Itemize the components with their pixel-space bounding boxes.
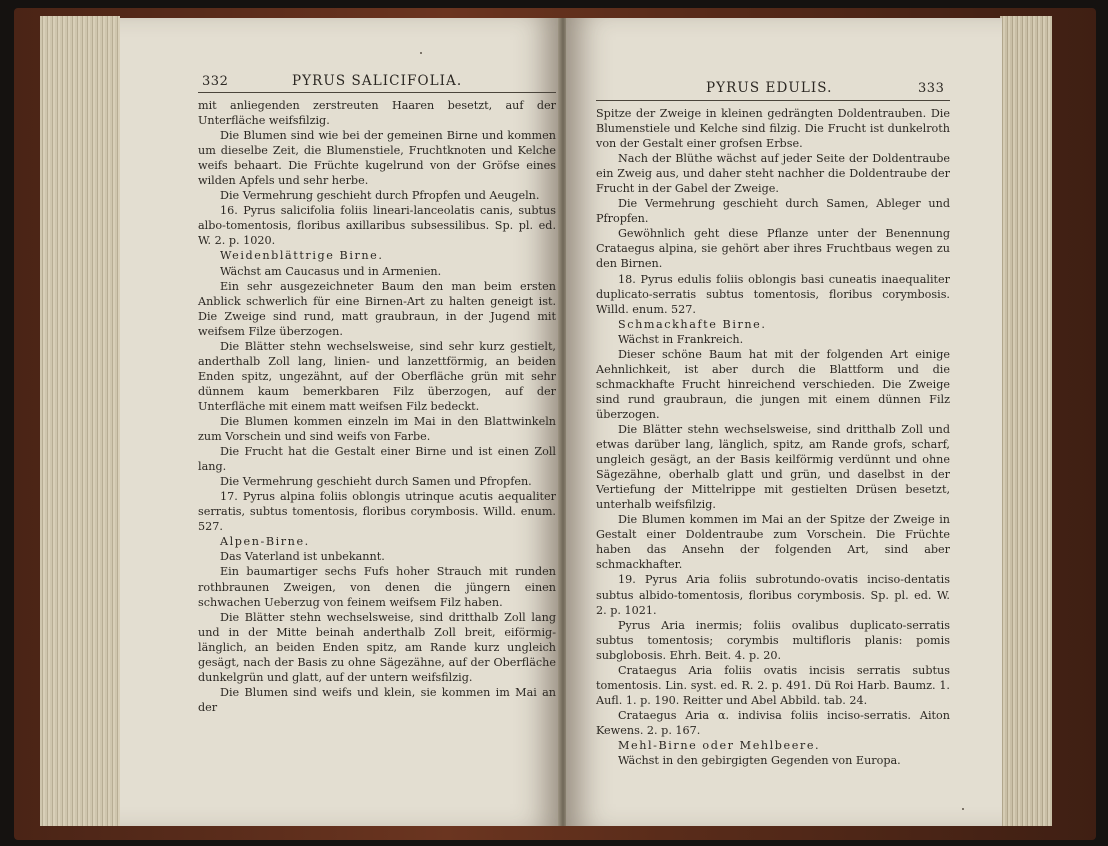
paragraph: Die Blumen sind weifs und klein, sie kommen im Mai an der xyxy=(198,685,556,714)
species-entry: 18. Pyrus edulis foliis oblongis basi cuneatis inaequaliter duplicato-serratis subtus tomentosis, floribus corymbosis. Willd. enum. 527. xyxy=(596,272,950,316)
paper-speck xyxy=(962,808,964,810)
synonym-entry: Crataegus Aria foliis ovatis incisis serratis subtus tomentosis. Lin. syst. ed. R. 2. p. 491. Dü Roi Harb. Baumz. 1. Aufl. 1. p. 190. Reitter und Abel Abbild. tab. 24. xyxy=(596,663,950,707)
common-name: Mehl-Birne oder Mehlbeere. xyxy=(618,738,821,752)
paper-speck xyxy=(420,52,422,54)
paragraph: Die Blumen kommen einzeln im Mai in den Blattwinkeln zum Vorschein und sind weifs von Farbe. xyxy=(198,414,556,444)
paragraph: Gewöhnlich geht diese Pflanze unter der Benennung Crataegus alpina, sie gehört aber ihres Fruchtbaus wegen zu den Birnen. xyxy=(596,227,950,271)
species-entry: 19. Pyrus Aria foliis subrotundo-ovatis inciso-dentatis subtus albido-tomentosis, floribus corymbosis. Sp. pl. ed. W. 2. p. 1021. xyxy=(596,573,950,617)
paragraph: Dieser schöne Baum hat mit der folgenden Art einige Aehnlichkeit, ist aber durch die Blattform und die schmackhafte Frucht hinreichend verschieden. Die Zweige sind rund graubraun, die jungen mit einem dünnen Filz überzogen. xyxy=(596,347,950,421)
paragraph: mit anliegenden zerstreuten Haaren besetzt, auf der Unterfläche weifsfilzig. xyxy=(198,99,556,128)
left-page xyxy=(120,18,560,826)
paragraph: Die Blätter stehn wechselsweise, sind sehr kurz gestielt, anderthalb Zoll lang, linien- und lanzettförmig, an beiden Enden spitz, ungezähnt, auf der Oberfläche grün mit sehr dünnem kaum bemerkbaren Filz überzogen, auf der Unterfläche mit einem matt weifsen Filz bedeckt. xyxy=(198,339,556,413)
right-page xyxy=(566,18,1002,826)
paragraph: Die Blätter stehn wechselsweise, sind dritthalb Zoll und etwas darüber lang, länglich, spitz, am Rande grofs, scharf, ungleich gesägt, an der Basis keilförmig verdünnt und ohne Sägezähne, oberhalb glatt und grün, und daselbst in der Vertiefung der Mittelrippe mit gestielten Drüsen besetzt, unterhalb weifsfilzig. xyxy=(596,422,950,512)
common-name: Alpen-Birne. xyxy=(220,535,310,549)
paragraph: Ein baumartiger sechs Fufs hoher Strauch mit runden rothbraunen Zweigen, von denen die jüngern einen schwachen Ueberzug von feinem weifsem Filz haben. xyxy=(198,565,556,609)
paragraph: Die Vermehrung geschieht durch Samen, Ableger und Pfropfen. xyxy=(596,197,950,226)
synonym-entry: Crataegus Aria α. indivisa foliis inciso-serratis. Aiton Kewens. 2. p. 167. xyxy=(596,708,950,737)
paragraph: Wächst in Frankreich. xyxy=(618,332,744,346)
left-page-edges xyxy=(40,16,120,826)
paragraph: Die Frucht hat die Gestalt einer Birne und ist einen Zoll lang. xyxy=(198,445,556,474)
paragraph: Das Vaterland ist unbekannt. xyxy=(220,550,385,564)
right-page-number: 333 xyxy=(918,81,945,96)
right-text-column xyxy=(596,106,950,768)
paragraph: Wächst am Caucasus und in Armenien. xyxy=(220,264,442,278)
species-entry: 16. Pyrus salicifolia foliis lineari-lanceolatis canis, subtus albo-tomentosis, floribus axillaribus subsessilibus. Sp. pl. ed. W. 2. p. 1020. xyxy=(198,204,556,248)
species-entry: 17. Pyrus alpina foliis oblongis utrinque acutis aequaliter serratis, subtus tomentosis, floribus corymbosis. Willd. enum. 527. xyxy=(198,490,556,534)
paragraph: Die Vermehrung geschieht durch Samen und Pfropfen. xyxy=(220,475,532,489)
paragraph: Wächst in den gebirgigten Gegenden von Europa. xyxy=(618,754,901,768)
right-head-rule xyxy=(596,100,950,101)
left-page-number: 332 xyxy=(202,74,229,89)
paragraph: Ein sehr ausgezeichneter Baum den man beim ersten Anblick schwerlich für eine Birnen-Art zu halten geneigt ist. Die Zweige sind rund, matt graubraun, in der Jugend mit weifsem Filze überzogen. xyxy=(198,279,556,338)
paragraph: Die Blätter stehn wechselsweise, sind dritthalb Zoll lang und in der Mitte beinah anderthalb Zoll breit, eiförmig-länglich, an beiden Enden spitz, am Rande kurz ungleich gesägt, nach der Basis zu ohne Sägezähne, auf der Oberfläche dunkelgrün und glatt, auf der untern weifsfilzig. xyxy=(198,610,556,684)
common-name: Schmackhafte Birne. xyxy=(618,317,767,331)
left-head-rule xyxy=(198,92,556,93)
paragraph: Nach der Blüthe wächst auf jeder Seite der Doldentraube ein Zweig aus, und daher steht nachher die Doldentraube der Frucht in der Gabel der Zweige. xyxy=(596,152,950,196)
paragraph: Die Vermehrung geschieht durch Pfropfen und Aeugeln. xyxy=(220,189,540,203)
right-page-edges xyxy=(1000,16,1052,826)
common-name: Weidenblättrige Birne. xyxy=(220,249,384,263)
left-text-column xyxy=(198,98,556,715)
paragraph: Die Blumen kommen im Mai an der Spitze der Zweige in Gestalt einer Doldentraube zum Vorschein. Die Früchte haben das Ansehn der folgenden Art, sind aber schmackhafter. xyxy=(596,513,950,572)
left-running-head: PYRUS SALICIFOLIA. xyxy=(292,73,463,89)
right-running-head: PYRUS EDULIS. xyxy=(706,80,833,96)
paragraph: Spitze der Zweige in kleinen gedrängten Doldentrauben. Die Blumenstiele und Kelche sind filzig. Die Frucht ist dunkelroth von der Gestalt einer grofsen Erbse. xyxy=(596,107,950,151)
synonym-entry: Pyrus Aria inermis; foliis ovalibus duplicato-serratis subtus tomentosis; corymbis multifloris planis: pomis subglobosis. Ehrh. Beit. 4. p. 20. xyxy=(596,618,950,662)
paragraph: Die Blumen sind wie bei der gemeinen Birne und kommen um dieselbe Zeit, die Blumenstiele, Fruchtknoten und Kelche weifs behaart. Die Früchte kugelrund von der Gröfse eines wilden Apfels und sehr herbe. xyxy=(198,129,556,188)
